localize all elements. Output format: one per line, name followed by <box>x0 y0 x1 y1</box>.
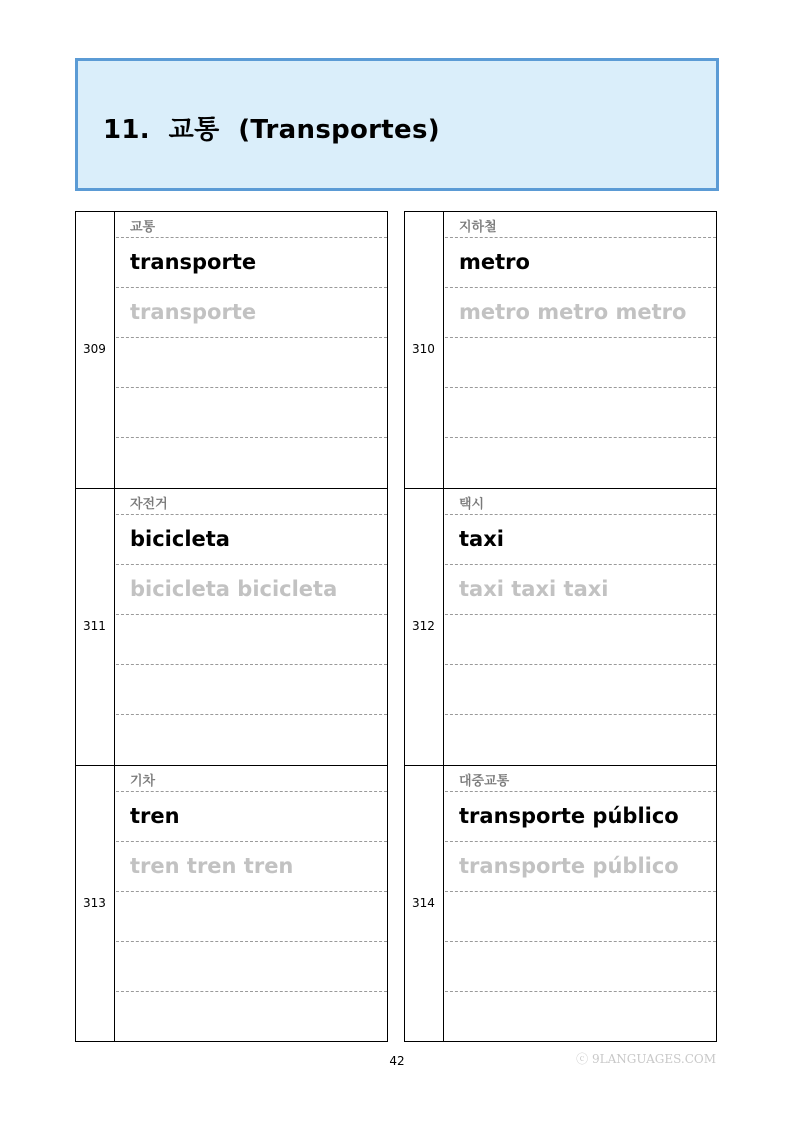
trace-row <box>445 287 716 338</box>
trace-text: transporte público <box>459 854 679 878</box>
practice-line <box>116 714 387 766</box>
vocab-card <box>404 765 717 1042</box>
word-row <box>445 237 716 288</box>
word-row <box>445 514 716 565</box>
number-column <box>76 489 115 765</box>
korean-word: 대중교통 <box>459 774 510 789</box>
practice-line <box>445 991 716 1043</box>
number-column <box>405 212 444 488</box>
practice-line <box>445 387 716 438</box>
number-column <box>405 766 444 1041</box>
trace-row <box>445 564 716 615</box>
number-column <box>405 489 444 765</box>
section-header <box>75 58 719 191</box>
card-number: 310 <box>412 342 435 356</box>
practice-line <box>116 941 387 992</box>
spanish-word: tren <box>130 804 180 828</box>
number-column <box>76 766 115 1041</box>
trace-text: metro metro metro <box>459 300 687 324</box>
practice-line <box>445 664 716 715</box>
practice-line <box>116 337 387 388</box>
practice-line <box>445 941 716 992</box>
korean-row <box>445 212 716 238</box>
word-row <box>116 237 387 288</box>
practice-line <box>445 714 716 766</box>
practice-line <box>116 387 387 438</box>
practice-line <box>445 437 716 489</box>
card-number: 314 <box>412 896 435 910</box>
korean-row <box>445 766 716 792</box>
trace-text: transporte <box>130 300 257 324</box>
practice-line <box>116 891 387 942</box>
korean-word: 교통 <box>130 220 156 235</box>
card-number: 313 <box>83 896 106 910</box>
trace-row <box>445 841 716 892</box>
korean-row <box>116 766 387 792</box>
page-number: 42 <box>389 1054 405 1068</box>
vocab-card <box>75 488 388 765</box>
korean-row <box>445 489 716 515</box>
spanish-word: taxi <box>459 527 504 551</box>
number-column <box>76 212 115 488</box>
trace-row <box>116 287 387 338</box>
korean-word: 기차 <box>130 774 156 789</box>
practice-line <box>116 664 387 715</box>
card-number: 311 <box>83 619 106 633</box>
word-row <box>116 791 387 842</box>
trace-row <box>116 841 387 892</box>
section-title: 11. 교통 (Transportes) <box>103 115 440 145</box>
card-number: 309 <box>83 342 106 356</box>
spanish-word: transporte público <box>459 804 679 828</box>
practice-line <box>116 437 387 489</box>
korean-word: 자전거 <box>130 497 168 512</box>
spanish-word: bicicleta <box>130 527 230 551</box>
korean-row <box>116 212 387 238</box>
vocab-card <box>75 765 388 1042</box>
korean-word: 택시 <box>459 497 485 512</box>
korean-row <box>116 489 387 515</box>
trace-row <box>116 564 387 615</box>
practice-line <box>445 614 716 665</box>
spanish-word: metro <box>459 250 530 274</box>
trace-text: bicicleta bicicleta <box>130 577 338 601</box>
trace-text: tren tren tren <box>130 854 294 878</box>
word-row <box>116 514 387 565</box>
spanish-word: transporte <box>130 250 257 274</box>
copyright-text: ⓒ 9LANGUAGES.COM <box>576 1052 716 1066</box>
practice-line <box>445 891 716 942</box>
trace-text: taxi taxi taxi <box>459 577 609 601</box>
practice-line <box>116 614 387 665</box>
korean-word: 지하철 <box>459 220 497 235</box>
card-number: 312 <box>412 619 435 633</box>
practice-line <box>445 337 716 388</box>
vocab-card <box>404 211 717 488</box>
word-row <box>445 791 716 842</box>
vocab-card <box>404 488 717 765</box>
practice-line <box>116 991 387 1043</box>
vocab-card <box>75 211 388 488</box>
